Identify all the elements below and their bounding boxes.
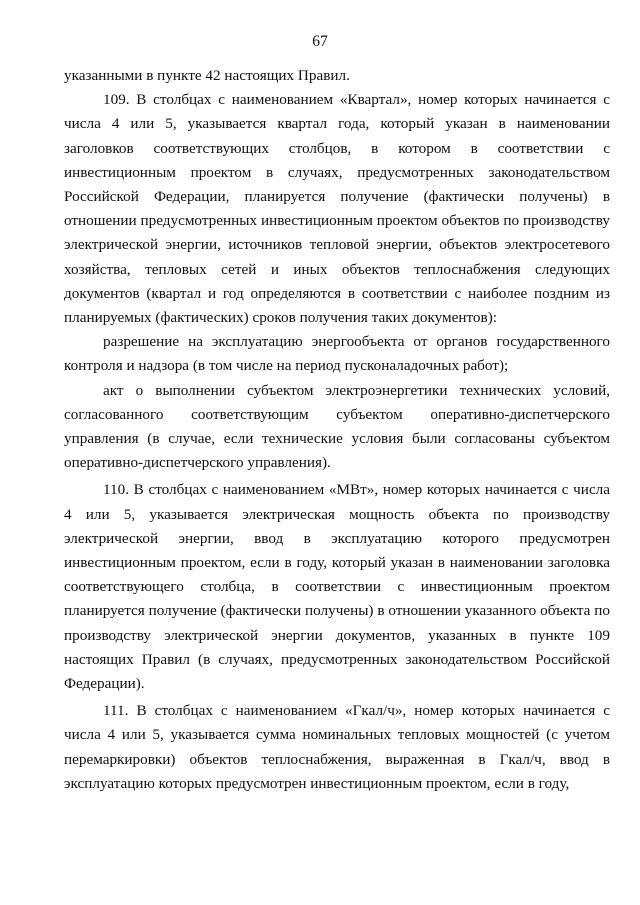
- paragraph-109: 109. В столбцах с наименованием «Квартал», номер которых начинается с числа 4 или 5, указывается квартал года, который указан в наименовании заголовков соответствующих столбцов, в котором в соответствии с инвестиционным проектом в случаях, предусмотренных законодательством Российской Федерации, планируется получение (фактически получены) в отношении предусмотренных инвестиционным проектом объектов по производству электрической энергии, источников тепловой энергии, объектов электросетевого хозяйства, тепловых сетей и иных объектов теплоснабжения следующих документов (квартал и год определяются в соответствии с наиболее поздним из планируемых (фактических) сроков получения таких документов):: [64, 91, 610, 327]
- paragraph-110: 110. В столбцах с наименованием «МВт», номер которых начинается с числа 4 или 5, указывается электрическая мощность объекта по производству электрической энергии, ввод в эксплуатацию которого предусмотрен инвестиционным проектом, если в году, который указан в наименовании заголовка соответствующего столбца, в соответствии с инвестиционным проектом планируется получение (фактически получены) в отношении указанного объекта по производству электрической энергии документов, указанных в пункте 109 настоящих Правил (в случаях, предусмотренных законодательством Российской Федерации).: [64, 481, 610, 693]
- paragraph-act: акт о выполнении субъектом электроэнергетики технических условий, согласованного соответствующим субъектом оперативно-диспетчерского управления (в случае, если технические условия были согласованы субъектом оперативно-диспетчерского управления).: [64, 381, 610, 472]
- document-body: [64, 64, 610, 796]
- paragraph-permit: разрешение на эксплуатацию энергообъекта от органов государственного контроля и надзора (в том числе на период пусконаладочных работ);: [64, 333, 610, 375]
- paragraph-111: 111. В столбцах с наименованием «Гкал/ч», номер которых начинается с числа 4 или 5, указывается сумма номинальных тепловых мощностей (с учетом перемаркировки) объектов теплоснабжения, выраженная в Гкал/ч, ввод в эксплуатацию которых предусмотрен инвестиционным проектом, если в году,: [64, 702, 610, 792]
- page-number: 67: [312, 33, 328, 50]
- paragraph-continuation: указанными в пункте 42 настоящих Правил.: [64, 67, 350, 84]
